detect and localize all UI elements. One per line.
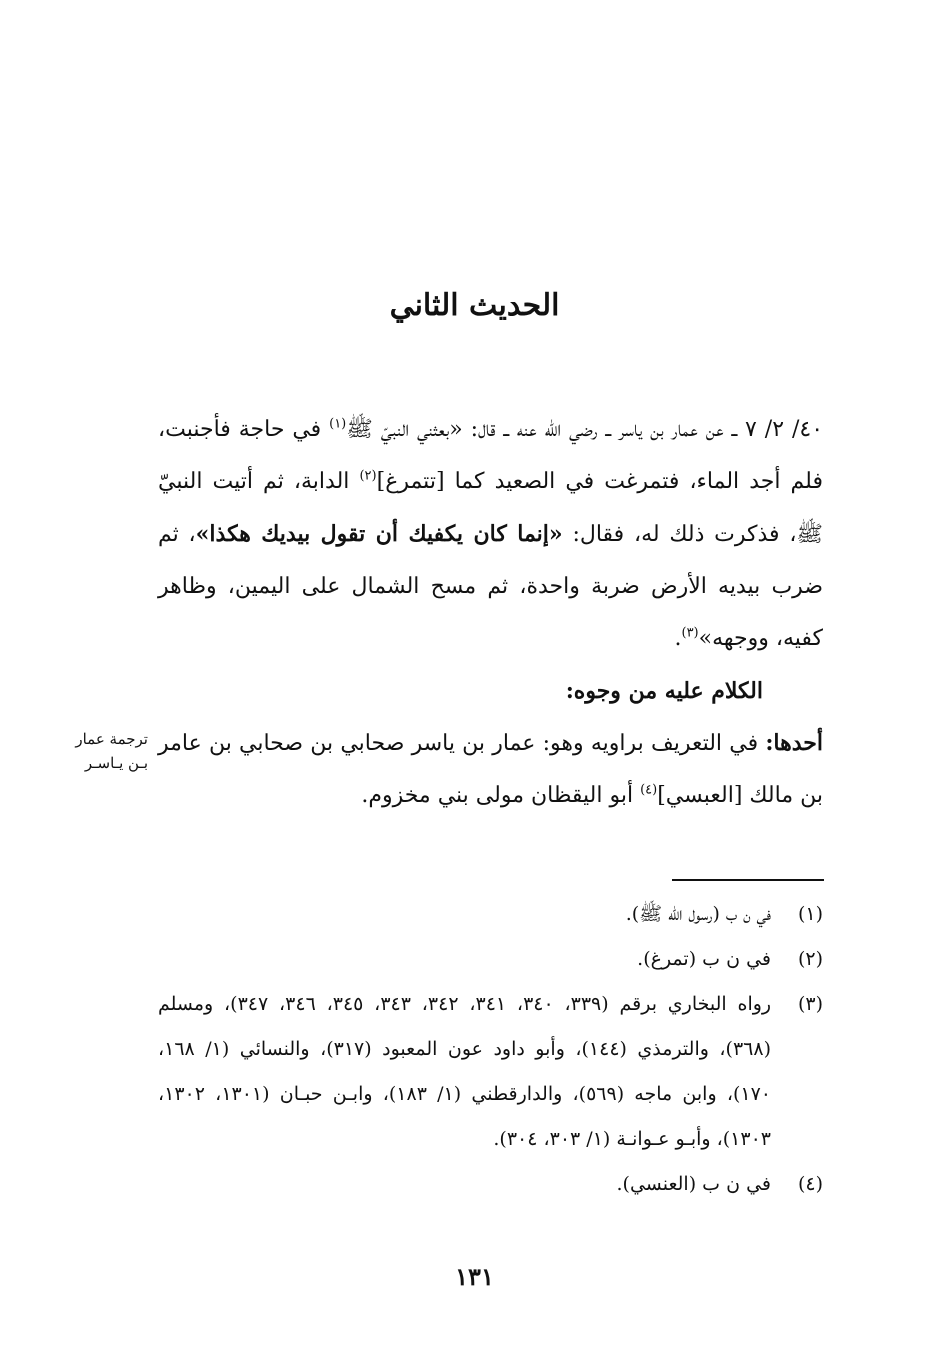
footnote-number: (١): [797, 903, 823, 925]
first-aspect-text-b: أبو اليقظان مولى بني مخزوم.: [361, 783, 634, 808]
footnote-item: [158, 982, 823, 1162]
footnote-item: [158, 937, 823, 982]
footnote-item: [158, 1162, 823, 1207]
margin-note-line-2: بـن يـاسـر: [84, 754, 148, 772]
footnote-number: (٣): [797, 993, 823, 1015]
hadith-quote: «إنما كان يكفيك أن تقول بيديك هكذا»: [195, 521, 563, 547]
footnote-item: [158, 892, 823, 937]
footnote-text: في ن ب (العنسي).: [616, 1173, 771, 1195]
margin-note-line-1: ترجمة عمار: [75, 730, 148, 748]
hadith-line-2b: في حاجة فأجنبت، فلم أجد الماء، فتمرغت في الصعيد: [158, 417, 823, 494]
hadith-line-5: واحدة، ثم مسح الشمال على اليمين، وظاهر كفيه، ووجهه»: [158, 574, 823, 651]
page-title: الحديث الثاني: [389, 288, 560, 323]
hadith-line-3b: الدابة، ثم أتيت النبيّ ﷺ، فذكرت ذلك له، فقال:: [158, 469, 824, 547]
hadith-paragraph: [158, 404, 823, 665]
first-aspect-text-a: في التعريف براويه وهو: عمار بن ياسر صحابي بن صحابي بن عامر بن مالك [العبسي]: [158, 731, 823, 808]
hadith-line-3a: كما [تتمرغ]: [376, 469, 485, 494]
hadith-line-1: ٤٠/ ٢/ ٧ ــ عن عمار بن ياسر ــ رضي الله عنه ــ قال: «بعثني: [417, 417, 824, 442]
footnote-ref-2[interactable]: (٢): [359, 468, 377, 484]
footnotes: [158, 892, 823, 1207]
footnote-text: في ن ب (تمرغ).: [637, 948, 771, 970]
footnote-ref-3[interactable]: (٣): [681, 625, 699, 641]
footnote-ref-4[interactable]: (٤): [640, 782, 658, 798]
main-text: [158, 404, 823, 822]
footnote-ref-1[interactable]: (١): [329, 416, 347, 432]
footnote-separator: [672, 879, 824, 881]
footnote-text: في ن ب (رسول الله ﷺ).: [625, 903, 771, 925]
commentary-heading: الكلام عليه من وجوه:: [565, 678, 763, 704]
margin-note: [18, 727, 148, 775]
footnote-number: (٤): [797, 1173, 823, 1195]
footnote-text: رواه البخاري برقم (٣٣٩، ٣٤٠، ٣٤١، ٣٤٢، ٣٤٣، ٣٤٥، ٣٤٦، ٣٤٧)، ومسلم (٣٦٨)، والترمذي (١٤٤)، وأبو داود عون المعبود (٣١٧)، والنسائي (١/ ١٦٨، ١٧٠)، وابن ماجه (٥٦٩)، والدارقطني (١/ ١٨٣)، وابـن حبـان (١٣٠١، ١٣٠٢، ١٣٠٣)، وأبـو عـوانـة (١/ ٣٠٣، ٣٠٤).: [158, 993, 772, 1150]
commentary-first: [158, 717, 823, 822]
hadith-line-2: النبيّ ﷺ: [346, 417, 410, 442]
first-aspect-label: أحدها:: [765, 730, 823, 756]
hadith-line-4b: ، ثم ضرب بيديه الأرض ضربة: [158, 522, 824, 599]
footnote-number: (٢): [797, 948, 823, 970]
hadith-end: .: [674, 626, 682, 651]
page-number: ١٣١: [455, 1262, 494, 1291]
